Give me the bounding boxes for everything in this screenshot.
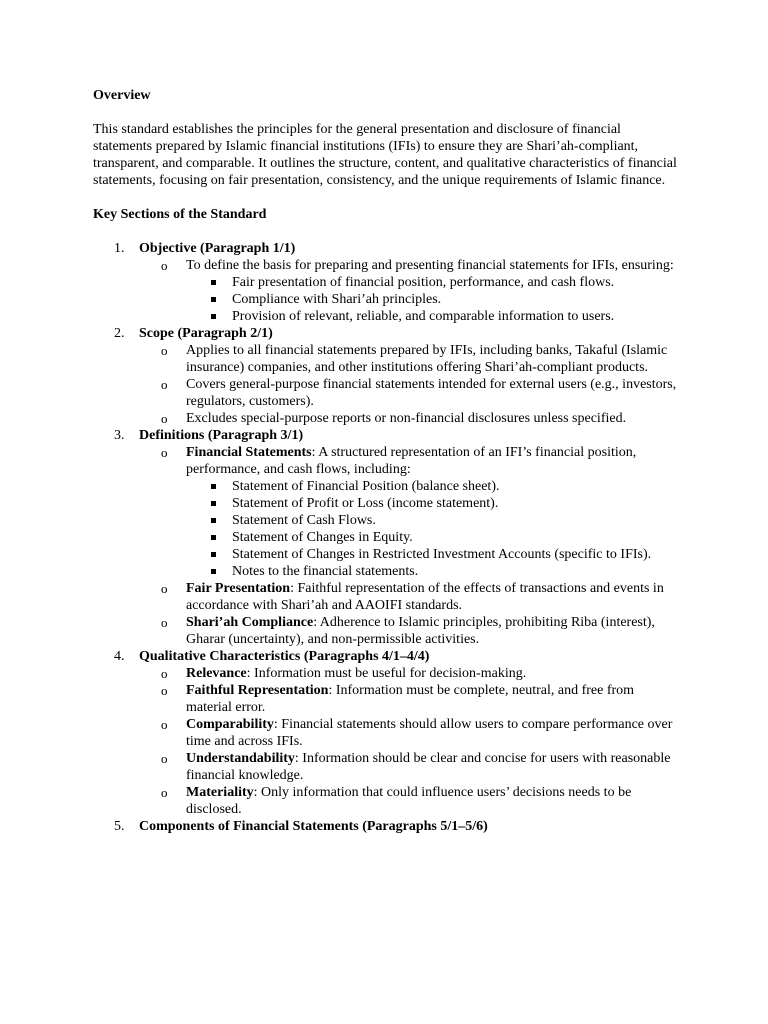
sub-list-item: Notes to the financial statements. <box>186 563 683 580</box>
section-number: 3. <box>114 428 125 443</box>
list-item <box>139 342 683 376</box>
circle-bullet-icon: o <box>161 377 168 392</box>
list-item <box>139 665 683 682</box>
sub-list-item: Provision of relevant, reliable, and comparable information to users. <box>186 308 683 325</box>
section-number: 4. <box>114 649 125 664</box>
term-label: Faithful Representation <box>186 683 329 698</box>
sub-list-item: Statement of Financial Position (balance sheet). <box>186 478 683 495</box>
square-bullet-icon <box>211 484 216 489</box>
list-item <box>139 444 683 580</box>
section-title: Objective (Paragraph 1/1) <box>139 241 296 256</box>
section-title: Qualitative Characteristics (Paragraphs 4/1–4/4) <box>139 649 430 664</box>
overview-heading: Overview <box>93 88 151 103</box>
sub-list-item: Statement of Profit or Loss (income statement). <box>186 495 683 512</box>
list-item-text: Excludes special-purpose reports or non-financial disclosures unless specified. <box>186 411 627 426</box>
list-item-text: : Faithful representation of the effects of transactions and events in accordance with Shari’ah and AAOIFI standards. <box>186 581 664 613</box>
circle-bullet-icon: o <box>161 411 168 426</box>
sub-list-item: Statement of Changes in Restricted Investment Accounts (specific to IFIs). <box>186 546 683 563</box>
square-bullet-icon <box>211 569 216 574</box>
circle-bullet-icon: o <box>161 445 168 460</box>
circle-bullet-icon: o <box>161 343 168 358</box>
sub-list-item: Compliance with Shari’ah principles. <box>186 291 683 308</box>
sub-list-item: Fair presentation of financial position, performance, and cash flows. <box>186 274 683 291</box>
square-bullet-icon <box>211 297 216 302</box>
square-bullet-icon <box>211 518 216 523</box>
sub-list-item: Statement of Changes in Equity. <box>186 529 683 546</box>
section-number: 2. <box>114 326 125 341</box>
circle-bullet-icon: o <box>161 717 168 732</box>
square-bullet-icon <box>211 535 216 540</box>
section-title: Scope (Paragraph 2/1) <box>139 326 273 341</box>
term-label: Understandability <box>186 751 295 766</box>
sub-list-item: Statement of Cash Flows. <box>186 512 683 529</box>
section-item <box>93 427 683 648</box>
section-item <box>93 648 683 818</box>
overview-paragraph: This standard establishes the principles for the general presentation and disclosure of financial statements prepared by Islamic financial institutions (IFIs) to ensure they are Shari’ah-compliant, transparent, and comparable. It outlines the structure, content, and qualitative characteristics of financial statements, focusing on fair presentation, consistency, and the unique requirements of Islamic finance. <box>93 122 677 188</box>
section-item <box>93 325 683 427</box>
term-label: Fair Presentation <box>186 581 291 596</box>
term-label: Materiality <box>186 785 254 800</box>
circle-bullet-icon: o <box>161 258 168 273</box>
list-item-text: Covers general-purpose financial statements intended for external users (e.g., investors, regulators, customers). <box>186 377 677 409</box>
list-item-text: : Information should be clear and concise for users with reasonable financial knowledge. <box>186 751 671 783</box>
list-item-text: To define the basis for preparing and presenting financial statements for IFIs, ensuring: <box>186 258 674 273</box>
section-number: 1. <box>114 241 125 256</box>
circle-bullet-icon: o <box>161 785 168 800</box>
section-item <box>93 818 683 835</box>
square-bullet-icon <box>211 314 216 319</box>
list-item-text: : Only information that could influence users’ decisions needs to be disclosed. <box>186 785 632 817</box>
list-item <box>139 716 683 750</box>
list-item-text: : Information must be complete, neutral, and free from material error. <box>186 683 635 715</box>
list-item-text: : Information must be useful for decision-making. <box>246 666 527 681</box>
circle-bullet-icon: o <box>161 666 168 681</box>
list-item <box>139 614 683 648</box>
key-sections-heading: Key Sections of the Standard <box>93 207 267 222</box>
circle-bullet-icon: o <box>161 751 168 766</box>
sections-list <box>93 240 683 835</box>
list-item <box>139 750 683 784</box>
term-label: Shari’ah Compliance <box>186 615 314 630</box>
term-label: Relevance <box>186 666 247 681</box>
square-bullet-icon <box>211 501 216 506</box>
term-label: Financial Statements <box>186 445 312 460</box>
list-item <box>139 784 683 818</box>
document-page <box>93 87 683 835</box>
circle-bullet-icon: o <box>161 615 168 630</box>
list-item <box>139 682 683 716</box>
section-number: 5. <box>114 819 125 834</box>
term-label: Comparability <box>186 717 274 732</box>
list-item <box>139 580 683 614</box>
list-item-text: : Adherence to Islamic principles, prohibiting Riba (interest), Gharar (uncertainty), and non-permissible activities. <box>186 615 655 647</box>
section-title: Definitions (Paragraph 3/1) <box>139 428 304 443</box>
list-item-text: : Financial statements should allow users to compare performance over time and across IFIs. <box>186 717 673 749</box>
circle-bullet-icon: o <box>161 683 168 698</box>
section-title: Components of Financial Statements (Paragraphs 5/1–5/6) <box>139 819 488 834</box>
list-item <box>139 410 683 427</box>
circle-bullet-icon: o <box>161 581 168 596</box>
square-bullet-icon <box>211 552 216 557</box>
list-item-text: Applies to all financial statements prepared by IFIs, including banks, Takaful (Islamic insurance) companies, and other institutions offering Shari’ah-compliant products. <box>186 343 668 375</box>
list-item-text: : A structured representation of an IFI’s financial position, performance, and cash flows, including: <box>186 445 637 477</box>
square-bullet-icon <box>211 280 216 285</box>
section-item <box>93 240 683 325</box>
list-item <box>139 257 683 325</box>
list-item <box>139 376 683 410</box>
